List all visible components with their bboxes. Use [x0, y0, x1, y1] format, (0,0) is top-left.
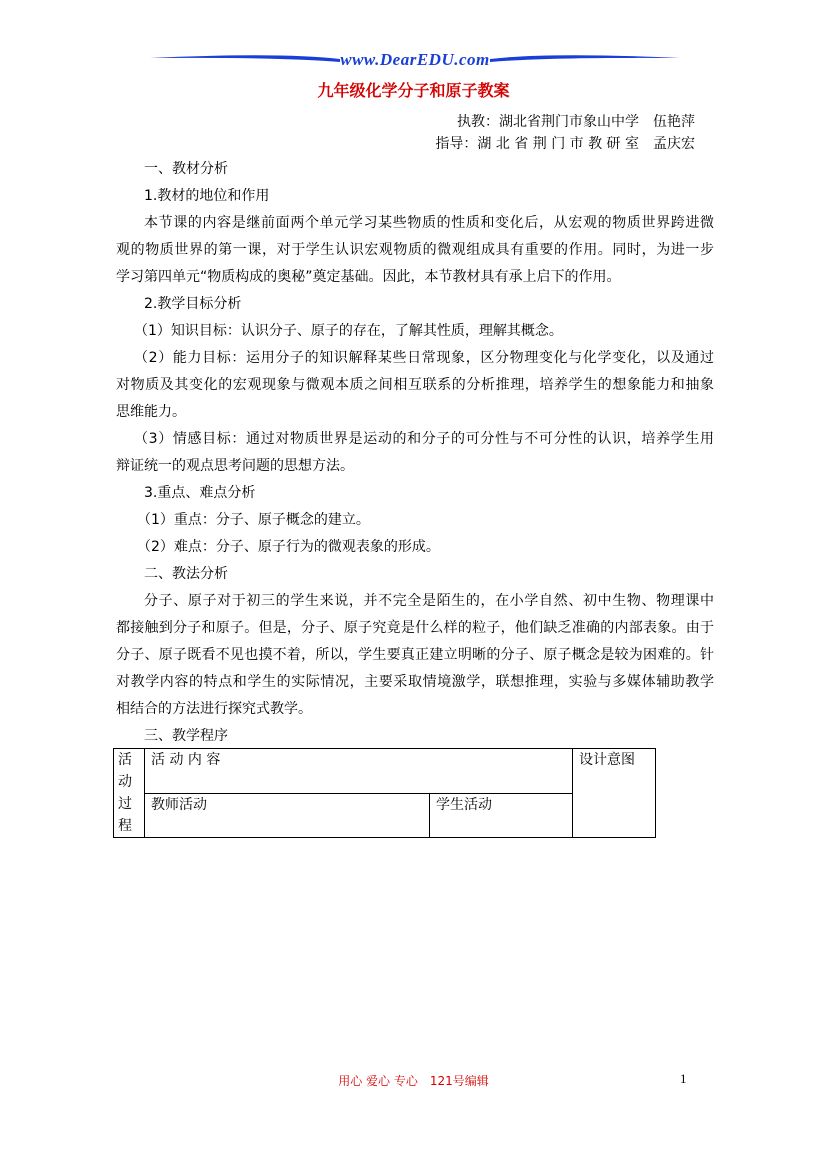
paragraph-line: 辩证统一的观点思考问题的思想方法。: [116, 458, 354, 474]
author-line: 执教：湖北省荆门市象山中学 伍艳萍: [457, 114, 695, 130]
page-number: 1: [680, 1071, 687, 1086]
paragraph-line: 相结合的方法进行探究式教学。: [116, 701, 312, 717]
key-point: （1）重点：分子、原子概念的建立。: [137, 512, 370, 528]
process-label: 活 动: [118, 752, 132, 790]
paragraph-line: 观的物质世界的第一课，对于学生认识宏观物质的微观组成具有重要的作用。同时，为进一步: [116, 242, 714, 258]
section-heading: 三、教学程序: [144, 728, 228, 744]
site-banner: [150, 48, 680, 74]
content-header-cell: 活 动 内 容: [145, 749, 573, 794]
paragraph-line: 分子、原子对于初三的学生来说，并不完全是陌生的，在小学自然、初中生物、物理课中: [144, 593, 714, 609]
paragraph-line: （2）能力目标：运用分子的知识解释某些日常现象，区分物理变化与化学变化，以及通过: [134, 350, 714, 366]
design-header-cell: 设计意图: [573, 749, 656, 838]
procedure-table: [113, 748, 656, 838]
paragraph-line: 思维能力。: [116, 404, 186, 420]
section-heading: 一、教材分析: [144, 161, 228, 177]
subsection-heading: 2.教学目标分析: [144, 296, 242, 312]
difficult-point: （2）难点：分子、原子行为的微观表象的形成。: [137, 539, 440, 555]
subsection-heading: 3.重点、难点分析: [144, 485, 256, 501]
paragraph-line: 本节课的内容是继前面两个单元学习某些物质的性质和变化后，从宏观的物质世界跨进微: [144, 215, 714, 231]
student-activity-cell: 学生活动: [430, 793, 573, 838]
paragraph-line: 学习第四单元“物质构成的奥秘”奠定基础。因此，本节教材具有承上启下的作用。: [116, 269, 621, 285]
paragraph-line: 对物质及其变化的宏观现象与微观本质之间相互联系的分析推理，培养学生的想象能力和抽象: [116, 377, 714, 393]
advisor-line: 指导：湖 北 省 荆 门 市 教 研 室 孟庆宏: [435, 136, 695, 152]
process-header-cell: [114, 749, 145, 838]
paragraph-line: 对教学内容的特点和学生的实际情况，主要采取情境激学，联想推理，实验与多媒体辅助教学: [116, 674, 714, 690]
paragraph-line: 分子、原子既看不见也摸不着，所以，学生要真正建立明晰的分子、原子概念是较为困难的。针: [116, 647, 714, 663]
goal-knowledge: （1）知识目标：认识分子、原子的存在，了解其性质，理解其概念。: [134, 323, 563, 339]
subsection-heading: 1.教材的地位和作用: [144, 188, 270, 204]
teacher-activity-cell: 教师活动: [145, 793, 430, 838]
paragraph-line: （3）情感目标：通过对物质世界是运动的和分子的可分性与不可分性的认识，培养学生用: [134, 431, 714, 447]
document-title: 九年级化学分子和原子教案: [317, 81, 510, 100]
process-label: 过程: [118, 796, 132, 834]
section-heading: 二、教法分析: [144, 566, 228, 582]
footer-text: 用心 爱心 专心 121号编辑: [338, 1074, 489, 1088]
paragraph-line: 都接触到分子和原子。但是，分子、原子究竟是什么样的粒子，他们缺乏准确的内部表象。由于: [116, 620, 714, 636]
site-url: www.DearEDU.com: [340, 50, 490, 69]
